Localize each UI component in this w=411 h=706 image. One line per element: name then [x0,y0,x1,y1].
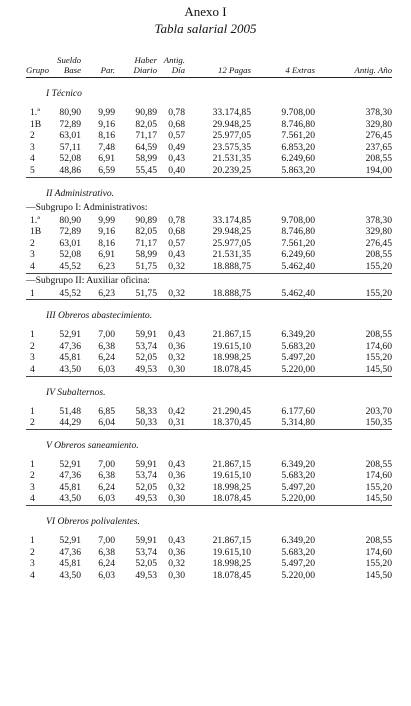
cell-par: 6,23 [98,287,115,299]
cell-sueldo-base: 80,90 [59,107,81,118]
cell-4-extras: 5.462,40 [281,287,315,299]
cell-grupo: 1 [30,405,35,417]
cell-par: 6,04 [98,417,115,429]
table-row [26,352,392,364]
cell-12-pagas: 21.531,35 [212,153,251,165]
table-row [26,329,392,341]
table-row [26,142,392,154]
table-row [26,482,392,494]
table-row [26,341,392,353]
cell-4-extras: 7.561,20 [281,130,315,142]
cell-haber-diario: 58,99 [135,153,157,165]
cell-12-pagas: 18.998,25 [212,481,251,493]
cell-12-pagas: 25.977,05 [212,130,251,142]
cell-antig-ano: 174,60 [365,546,392,558]
cell-antig-dia: 0,36 [168,340,185,352]
table-row [26,226,392,238]
cell-grupo: 4 [30,363,35,375]
cell-12-pagas: 18.998,25 [212,352,251,364]
cell-antig-dia: 0,30 [168,569,185,581]
cell-antig-dia: 0,32 [168,260,185,272]
cell-antig-ano: 174,60 [365,340,392,352]
salary-table [26,55,392,581]
table-row [26,364,392,376]
cell-4-extras: 6.349,20 [281,535,315,547]
cell-par: 6,91 [98,153,115,165]
cell-par: 7,48 [98,141,115,153]
cell-sueldo-base: 47,36 [59,340,81,352]
cell-grupo: 4 [30,569,35,581]
cell-haber-diario: 52,05 [135,352,157,364]
cell-sueldo-base: 45,81 [59,352,81,364]
cell-haber-diario: 82,05 [135,118,157,130]
cell-antig-ano: 329,80 [365,226,392,238]
cell-haber-diario: 49,53 [135,569,157,581]
cell-12-pagas: 21.867,15 [212,458,251,470]
cell-antig-ano: 208,55 [365,249,392,261]
cell-4-extras: 5.220,00 [281,569,315,581]
cell-antig-ano: 208,55 [365,535,392,547]
table-row [26,107,392,119]
cell-4-extras: 5.462,40 [281,260,315,272]
cell-par: 9,16 [98,226,115,238]
cell-12-pagas: 23.575,35 [212,141,251,153]
cell-4-extras: 6.349,20 [281,329,315,341]
cell-par: 8,16 [98,130,115,142]
cell-grupo: 1.ª [30,214,40,226]
cell-grupo: 1.ª [30,107,40,118]
cell-grupo: 2 [30,130,35,142]
cell-par: 6,38 [98,546,115,558]
cell-haber-diario: 53,74 [135,340,157,352]
cell-antig-dia: 0,32 [168,481,185,493]
cell-haber-diario: 71,17 [135,237,157,249]
table-row [26,119,392,131]
section-title-row [26,178,392,201]
cell-haber-diario: 90,89 [135,214,157,226]
table-body [26,78,392,582]
cell-par: 6,24 [98,481,115,493]
cell-sueldo-base: 63,01 [59,130,81,142]
table-row [26,406,392,418]
cell-antig-ano: 276,45 [365,237,392,249]
cell-4-extras: 8.746,80 [281,226,315,238]
cell-grupo: 4 [30,260,35,272]
cell-antig-dia: 0,68 [168,118,185,130]
cell-antig-dia: 0,43 [168,249,185,261]
cell-sueldo-base: 45,52 [59,260,81,272]
cell-par: 9,99 [98,214,115,226]
header-antig-dia: Antig. Día [163,55,185,75]
cell-antig-dia: 0,40 [168,164,185,176]
cell-sueldo-base: 52,08 [59,249,81,261]
cell-12-pagas: 18.998,25 [212,558,251,570]
cell-12-pagas: 29.948,25 [212,118,251,130]
cell-antig-dia: 0,57 [168,130,185,142]
cell-antig-ano: 145,50 [365,493,392,505]
cell-haber-diario: 58,33 [135,405,157,417]
cell-4-extras: 5.314,80 [281,417,315,429]
cell-4-extras: 9.708,00 [281,107,315,118]
cell-12-pagas: 21.867,15 [212,535,251,547]
cell-sueldo-base: 45,81 [59,481,81,493]
cell-12-pagas: 18.370,45 [212,417,251,429]
cell-haber-diario: 59,91 [135,458,157,470]
cell-4-extras: 6.177,60 [281,405,315,417]
section-title: I Técnico [46,88,82,99]
cell-antig-dia: 0,31 [168,417,185,429]
cell-haber-diario: 51,75 [135,287,157,299]
table-row [26,288,392,300]
cell-12-pagas: 21.531,35 [212,249,251,261]
cell-par: 6,38 [98,470,115,482]
cell-sueldo-base: 45,52 [59,287,81,299]
cell-12-pagas: 18.078,45 [212,569,251,581]
cell-sueldo-base: 44,29 [59,417,81,429]
cell-antig-dia: 0,32 [168,558,185,570]
table-row [26,130,392,142]
cell-4-extras: 6.349,20 [281,458,315,470]
cell-grupo: 2 [30,470,35,482]
cell-4-extras: 5.220,00 [281,493,315,505]
cell-par: 6,85 [98,405,115,417]
document-subtitle: Tabla salarial 2005 [154,21,257,36]
cell-sueldo-base: 48,86 [59,164,81,176]
cell-antig-dia: 0,43 [168,458,185,470]
cell-sueldo-base: 63,01 [59,237,81,249]
cell-antig-ano: 237,65 [365,141,392,153]
cell-antig-dia: 0,68 [168,226,185,238]
cell-4-extras: 6.249,60 [281,153,315,165]
cell-antig-dia: 0,32 [168,352,185,364]
cell-antig-ano: 155,20 [365,287,392,299]
table-row [26,153,392,165]
header-12-pagas: 12 Pagas [218,65,251,75]
cell-haber-diario: 50,33 [135,417,157,429]
cell-grupo: 1B [30,226,42,238]
cell-antig-ano: 145,50 [365,363,392,375]
header-antig-ano: Antig. Año [354,65,392,75]
section-title-row [26,506,392,529]
cell-sueldo-base: 72,89 [59,226,81,238]
cell-grupo: 1 [30,535,35,547]
cell-antig-dia: 0,43 [168,329,185,341]
cell-4-extras: 5.497,20 [281,481,315,493]
cell-sueldo-base: 80,90 [59,214,81,226]
cell-12-pagas: 19.615,10 [212,546,251,558]
cell-sueldo-base: 57,11 [59,141,81,153]
cell-sueldo-base: 72,89 [59,118,81,130]
header-par: Par. [100,65,115,75]
cell-antig-ano: 155,20 [365,481,392,493]
cell-antig-dia: 0,30 [168,363,185,375]
cell-antig-ano: 203,70 [365,405,392,417]
cell-grupo: 3 [30,352,35,364]
cell-par: 7,00 [98,329,115,341]
subgroup-title-row [26,274,392,288]
cell-haber-diario: 53,74 [135,546,157,558]
cell-sueldo-base: 43,50 [59,569,81,581]
subgroup-title-row [26,201,392,215]
subgroup-title: —Subgrupo I: Administrativos: [26,201,148,213]
cell-antig-ano: 174,60 [365,470,392,482]
table-row [26,165,392,177]
cell-4-extras: 7.561,20 [281,237,315,249]
table-row [26,417,392,429]
table-row [26,261,392,273]
table-row [26,459,392,471]
header-grupo: Grupo [26,65,49,75]
cell-antig-ano: 208,55 [365,153,392,165]
document-title: Anexo I [184,4,227,19]
cell-par: 6,03 [98,363,115,375]
cell-par: 6,38 [98,340,115,352]
section-title-row [26,377,392,400]
cell-haber-diario: 59,91 [135,329,157,341]
cell-4-extras: 5.683,20 [281,470,315,482]
cell-antig-dia: 0,57 [168,237,185,249]
cell-haber-diario: 53,74 [135,470,157,482]
cell-sueldo-base: 43,50 [59,363,81,375]
cell-4-extras: 5.220,00 [281,363,315,375]
cell-12-pagas: 19.615,10 [212,470,251,482]
section-title-row [26,78,392,102]
cell-par: 6,23 [98,260,115,272]
cell-grupo: 3 [30,249,35,261]
cell-sueldo-base: 52,91 [59,329,81,341]
table-row [26,570,392,582]
cell-4-extras: 6.249,60 [281,249,315,261]
cell-grupo: 4 [30,153,35,165]
cell-antig-ano: 208,55 [365,329,392,341]
cell-haber-diario: 64,59 [135,141,157,153]
cell-sueldo-base: 52,91 [59,535,81,547]
cell-grupo: 3 [30,558,35,570]
cell-haber-diario: 71,17 [135,130,157,142]
cell-sueldo-base: 47,36 [59,470,81,482]
cell-12-pagas: 25.977,05 [212,237,251,249]
section-title: III Obreros abastecimiento. [46,310,153,322]
cell-4-extras: 8.746,80 [281,118,315,130]
cell-grupo: 2 [30,417,35,429]
cell-12-pagas: 19.615,10 [212,340,251,352]
cell-12-pagas: 18.078,45 [212,363,251,375]
cell-12-pagas: 29.948,25 [212,226,251,238]
table-row [26,215,392,227]
table-row [26,558,392,570]
header-sueldo-base: Sueldo Base [57,55,81,75]
cell-antig-ano: 150,35 [365,417,392,429]
table-row [26,535,392,547]
cell-4-extras: 9.708,00 [281,214,315,226]
cell-antig-ano: 155,20 [365,558,392,570]
cell-par: 9,99 [98,107,115,118]
subgroup-title: —Subgrupo II: Auxiliar oficina: [26,274,150,286]
table-row [26,493,392,505]
cell-antig-dia: 0,36 [168,546,185,558]
cell-antig-ano: 276,45 [365,130,392,142]
cell-antig-dia: 0,36 [168,470,185,482]
cell-grupo: 3 [30,481,35,493]
cell-par: 9,16 [98,118,115,130]
table-row [26,249,392,261]
section-title-row [26,430,392,453]
cell-haber-diario: 90,89 [135,107,157,118]
cell-antig-dia: 0,78 [168,107,185,118]
cell-antig-dia: 0,30 [168,493,185,505]
cell-par: 7,00 [98,535,115,547]
cell-par: 6,24 [98,352,115,364]
cell-grupo: 1 [30,329,35,341]
cell-12-pagas: 20.239,25 [212,164,251,176]
cell-antig-ano: 208,55 [365,458,392,470]
cell-antig-dia: 0,43 [168,153,185,165]
cell-haber-diario: 58,99 [135,249,157,261]
cell-antig-dia: 0,43 [168,535,185,547]
table-row [26,470,392,482]
cell-antig-dia: 0,49 [168,141,185,153]
cell-4-extras: 5.863,20 [281,164,315,176]
cell-grupo: 2 [30,237,35,249]
cell-sueldo-base: 43,50 [59,493,81,505]
table-header-row [26,55,392,78]
cell-sueldo-base: 51,48 [59,405,81,417]
cell-haber-diario: 59,91 [135,535,157,547]
cell-antig-ano: 378,30 [365,214,392,226]
cell-sueldo-base: 52,08 [59,153,81,165]
cell-4-extras: 6.853,20 [281,141,315,153]
cell-12-pagas: 21.867,15 [212,329,251,341]
cell-haber-diario: 51,75 [135,260,157,272]
cell-par: 7,00 [98,458,115,470]
cell-haber-diario: 49,53 [135,493,157,505]
cell-4-extras: 5.497,20 [281,558,315,570]
cell-grupo: 2 [30,546,35,558]
cell-sueldo-base: 47,36 [59,546,81,558]
header-4-extras: 4 Extras [285,65,315,75]
cell-par: 6,03 [98,569,115,581]
section-title: IV Subalternos. [46,386,106,398]
cell-antig-ano: 194,00 [365,164,392,176]
cell-grupo: 2 [30,340,35,352]
cell-antig-ano: 155,20 [365,352,392,364]
cell-haber-diario: 55,45 [135,164,157,176]
cell-12-pagas: 33.174,85 [212,107,251,118]
cell-grupo: 3 [30,141,35,153]
cell-par: 6,03 [98,493,115,505]
cell-12-pagas: 18.078,45 [212,493,251,505]
cell-sueldo-base: 45,81 [59,558,81,570]
cell-12-pagas: 18.888,75 [212,260,251,272]
section-title: II Administrativo. [46,187,115,199]
cell-4-extras: 5.683,20 [281,546,315,558]
cell-grupo: 4 [30,493,35,505]
cell-4-extras: 5.497,20 [281,352,315,364]
cell-par: 6,91 [98,249,115,261]
cell-antig-dia: 0,78 [168,214,185,226]
section-title: VI Obreros polivalentes. [46,516,140,528]
cell-12-pagas: 21.290,45 [212,405,251,417]
cell-haber-diario: 82,05 [135,226,157,238]
cell-antig-ano: 378,30 [365,107,392,118]
cell-grupo: 1 [30,458,35,470]
section-title: V Obreros saneamiento. [46,439,139,451]
cell-par: 6,59 [98,164,115,176]
cell-haber-diario: 52,05 [135,558,157,570]
header-haber-diario: Haber Diario [133,55,157,75]
cell-12-pagas: 33.174,85 [212,214,251,226]
cell-grupo: 1 [30,287,35,299]
cell-grupo: 5 [30,164,35,176]
cell-12-pagas: 18.888,75 [212,287,251,299]
cell-antig-ano: 145,50 [365,569,392,581]
table-row [26,238,392,250]
section-title-row [26,300,392,323]
cell-antig-dia: 0,42 [168,405,185,417]
cell-haber-diario: 52,05 [135,481,157,493]
cell-sueldo-base: 52,91 [59,458,81,470]
cell-haber-diario: 49,53 [135,363,157,375]
cell-antig-ano: 329,80 [365,118,392,130]
cell-par: 6,24 [98,558,115,570]
cell-antig-dia: 0,32 [168,287,185,299]
cell-antig-ano: 155,20 [365,260,392,272]
table-row [26,547,392,559]
cell-par: 8,16 [98,237,115,249]
cell-4-extras: 5.683,20 [281,340,315,352]
cell-grupo: 1B [30,118,42,130]
